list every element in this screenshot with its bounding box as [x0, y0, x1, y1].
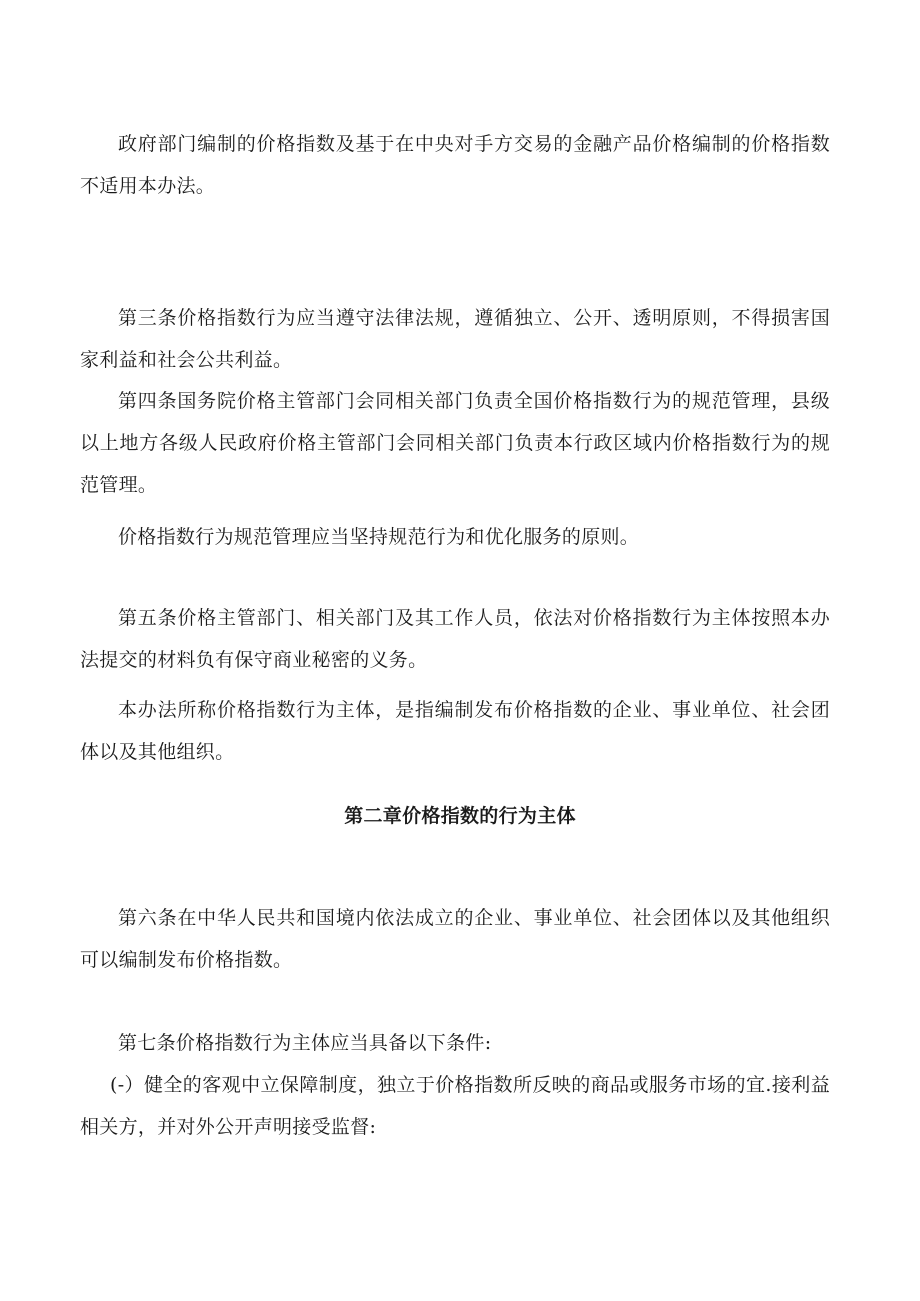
paragraph-article-5: 第五条价格主管部门、相关部门及其工作人员，依法对价格指数行为主体按照本办法提交的材料负有保守商业秘密的义务。 [80, 607, 830, 671]
paragraph-article-7-item-1: (-）健全的客观中立保障制度，独立于价格指数所反映的商品或服务市场的宜.接利益相关方，并对外公开声明接受监督: [80, 1074, 830, 1138]
paragraph-scope-exclusion: 政府部门编制的价格指数及基于在中央对手方交易的金融产品价格编制的价格指数不适用本办法。 [80, 133, 830, 197]
paragraph-article-7: 第七条价格指数行为主体应当具备以下条件: [118, 1032, 492, 1054]
paragraph-article-4: 第四条国务院价格主管部门会同相关部门负责全国价格指数行为的规范管理，县级以上地方各级人民政府价格主管部门会同相关部门负责本行政区域内价格指数行为的规范管理。 [80, 390, 830, 496]
paragraph-article-3: 第三条价格指数行为应当遵守法律法规，遵循独立、公开、透明原则，不得损害国家利益和社会公共利益。 [80, 307, 830, 371]
paragraph-article-5-definition: 本办法所称价格指数行为主体，是指编制发布价格指数的企业、事业单位、社会团体以及其他组织。 [80, 699, 830, 763]
chapter-heading: 第二章价格指数的行为主体 [344, 805, 576, 827]
paragraph-article-6: 第六条在中华人民共和国境内依法成立的企业、事业单位、社会团体以及其他组织可以编制发布价格指数。 [80, 907, 830, 971]
paragraph-article-4-principle: 价格指数行为规范管理应当坚持规范行为和优化服务的原则。 [118, 526, 640, 548]
